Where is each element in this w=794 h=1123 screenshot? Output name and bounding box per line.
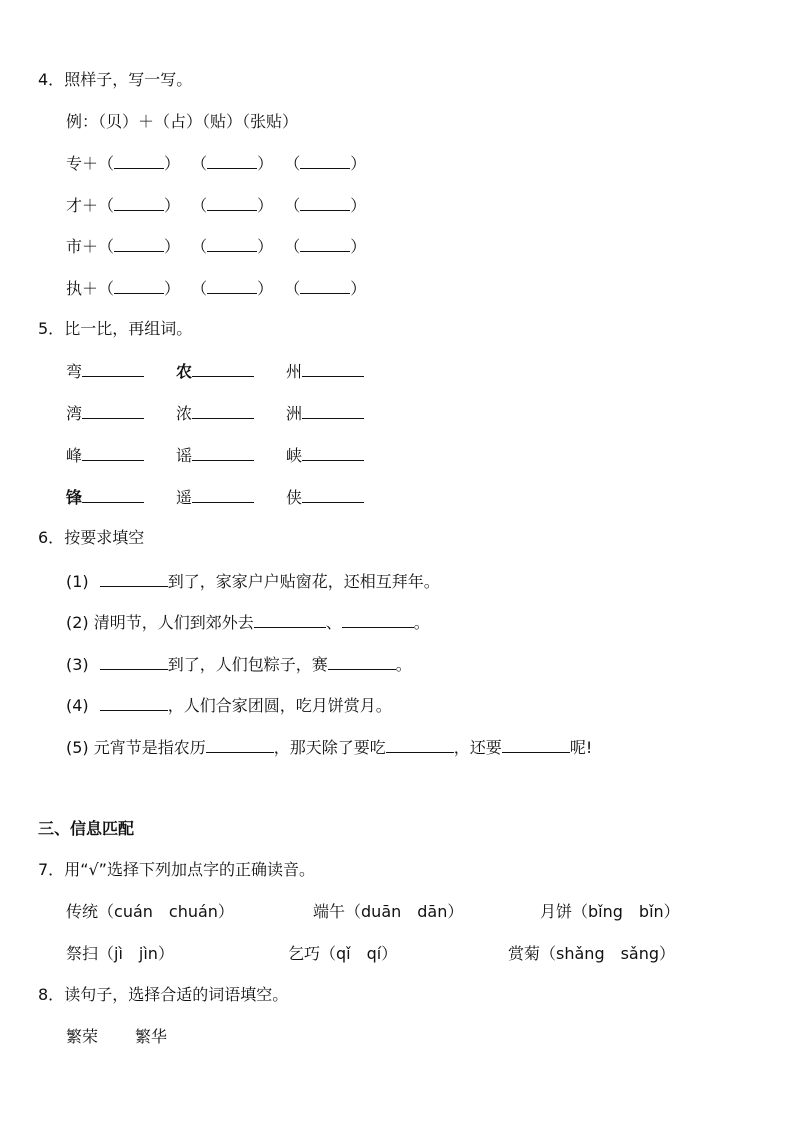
answer-blank[interactable]: [114, 278, 164, 294]
q7-item: [508, 944, 675, 964]
q5-char: 遥: [176, 488, 193, 507]
q5-row: [286, 361, 364, 382]
q5-char: 湾: [66, 404, 83, 423]
answer-blank[interactable]: [300, 153, 350, 169]
q7-word: 端午: [313, 902, 346, 921]
answer-blank[interactable]: [302, 487, 364, 503]
answer-blank[interactable]: [302, 445, 364, 461]
q6-item-text: 元宵节是指农历: [93, 738, 206, 757]
q5-row: [66, 361, 144, 382]
q5-row: [286, 403, 364, 424]
q5-row: [66, 487, 144, 508]
q5-char: 锋: [66, 488, 83, 507]
q5-title: 比一比，再组词。: [64, 319, 193, 338]
q6-number: 6．: [38, 528, 65, 547]
answer-blank[interactable]: [100, 571, 168, 587]
q6-item: [66, 695, 392, 716]
q6-item-text: 呢!: [569, 738, 593, 757]
q8-word-option: 繁荣: [66, 1027, 99, 1046]
q4-row: 执＋（ ） （ ） （ ）: [66, 279, 367, 298]
q5-char: 谣: [176, 446, 193, 465]
answer-blank[interactable]: [114, 153, 164, 169]
q4-row-char: 执＋: [66, 279, 99, 298]
q8-word-option: 繁华: [135, 1027, 168, 1046]
answer-blank[interactable]: [207, 153, 257, 169]
q5-number: 5．: [38, 319, 65, 338]
q4-row-char: 才＋: [66, 196, 99, 215]
q4-title: 照样子，写一写。: [64, 70, 193, 89]
q6-item-text: 。: [395, 655, 412, 674]
q6-item-text: 到了，人们包粽子，赛: [167, 655, 328, 674]
q6-heading: [38, 528, 144, 548]
q4-row-char: 市＋: [66, 237, 99, 256]
q6-title: 按要求填空: [64, 528, 145, 547]
q4-row: 专＋（ ） （ ） （ ）: [66, 154, 367, 173]
q4-number: 4．: [38, 70, 65, 89]
q7-title: 用“√”选择下列加点字的正确读音。: [64, 860, 315, 879]
q7-number: 7．: [38, 860, 65, 879]
q5-char: 峡: [286, 446, 303, 465]
q5-row: [66, 445, 144, 466]
answer-blank[interactable]: [254, 612, 326, 628]
answer-blank[interactable]: [82, 487, 144, 503]
answer-blank[interactable]: [82, 445, 144, 461]
q6-item-text: ，还要: [453, 738, 502, 757]
q4-row-char: 专＋: [66, 154, 99, 173]
q6-item-text: 清明节，人们到郊外去: [93, 613, 254, 632]
q8-number: 8．: [38, 985, 65, 1004]
answer-blank[interactable]: [100, 654, 168, 670]
q7-word: 赏菊: [508, 944, 541, 963]
answer-blank[interactable]: [328, 654, 396, 670]
q6-item-number: (1): [66, 572, 89, 591]
answer-blank[interactable]: [207, 278, 257, 294]
q7-item: [66, 902, 234, 922]
q5-char: 州: [286, 362, 303, 381]
q5-char: 峰: [66, 446, 83, 465]
q4-row: 才＋（ ） （ ） （ ）: [66, 196, 367, 215]
answer-blank[interactable]: [100, 695, 168, 711]
q5-char: 农: [176, 362, 193, 381]
q5-char: 侠: [286, 488, 303, 507]
q6-item-number: (4): [66, 696, 89, 715]
answer-blank[interactable]: [82, 403, 144, 419]
answer-blank[interactable]: [206, 737, 274, 753]
q5-char: 洲: [286, 404, 303, 423]
q6-item: [66, 571, 440, 592]
q5-row: [176, 403, 254, 424]
answer-blank[interactable]: [207, 236, 257, 252]
answer-blank[interactable]: [300, 236, 350, 252]
q5-row: [286, 445, 364, 466]
q5-char: 浓: [176, 404, 193, 423]
q4-row: 市＋（ ） （ ） （ ）: [66, 237, 367, 256]
q6-item-text: ，人们合家团圆，吃月饼赏月。: [167, 696, 392, 715]
q7-options[interactable]: （bǐng bǐn）: [572, 902, 680, 921]
q7-item: [313, 902, 463, 922]
answer-blank[interactable]: [300, 195, 350, 211]
answer-blank[interactable]: [386, 737, 454, 753]
q7-options[interactable]: （qǐ qí）: [320, 944, 398, 963]
section-title: 三、信息匹配: [38, 819, 135, 838]
q7-heading: [38, 860, 315, 880]
answer-blank[interactable]: [302, 361, 364, 377]
answer-blank[interactable]: [114, 195, 164, 211]
q4-heading: [38, 70, 192, 90]
q7-word: 乞巧: [288, 944, 321, 963]
q5-row: [66, 403, 144, 424]
q7-options[interactable]: （shǎng sǎng）: [540, 944, 676, 963]
answer-blank[interactable]: [192, 445, 254, 461]
answer-blank[interactable]: [82, 361, 144, 377]
q8-heading: [38, 985, 288, 1005]
answer-blank[interactable]: [302, 403, 364, 419]
q7-item: [288, 944, 397, 964]
q5-char: 弯: [66, 362, 83, 381]
q6-item-number: (5): [66, 738, 89, 757]
q5-row: [286, 487, 364, 508]
q6-item-number: (2): [66, 613, 89, 632]
answer-blank[interactable]: [192, 361, 254, 377]
q5-row: [176, 361, 254, 382]
answer-blank[interactable]: [192, 403, 254, 419]
answer-blank[interactable]: [342, 612, 414, 628]
q7-options[interactable]: （cuán chuán）: [98, 902, 234, 921]
q6-item-text: ，那天除了要吃: [273, 738, 386, 757]
q6-item: [66, 654, 412, 675]
q6-item-text: 。: [413, 613, 430, 632]
answer-blank[interactable]: [207, 195, 257, 211]
q5-row: [176, 487, 254, 508]
q5-heading: [38, 319, 192, 339]
q7-word: 月饼: [540, 902, 573, 921]
q6-item-text: 到了，家家户户贴窗花，还相互拜年。: [167, 572, 440, 591]
q6-item: [66, 737, 592, 758]
q8-title: 读句子，选择合适的词语填空。: [64, 985, 289, 1004]
q7-options[interactable]: （jì jìn）: [98, 944, 174, 963]
q7-options[interactable]: （duān dān）: [345, 902, 464, 921]
q7-word: 传统: [66, 902, 99, 921]
answer-blank[interactable]: [114, 236, 164, 252]
answer-blank[interactable]: [300, 278, 350, 294]
q6-item-number: (3): [66, 655, 89, 674]
q7-item: [66, 944, 174, 964]
answer-blank[interactable]: [192, 487, 254, 503]
q4-example: 例：（贝）＋（占）（贴）（张贴）: [66, 112, 299, 131]
q5-row: [176, 445, 254, 466]
q6-item-text: 、: [325, 613, 342, 632]
q7-word: 祭扫: [66, 944, 99, 963]
q7-item: [540, 902, 680, 922]
answer-blank[interactable]: [502, 737, 570, 753]
q6-item: [66, 612, 430, 633]
